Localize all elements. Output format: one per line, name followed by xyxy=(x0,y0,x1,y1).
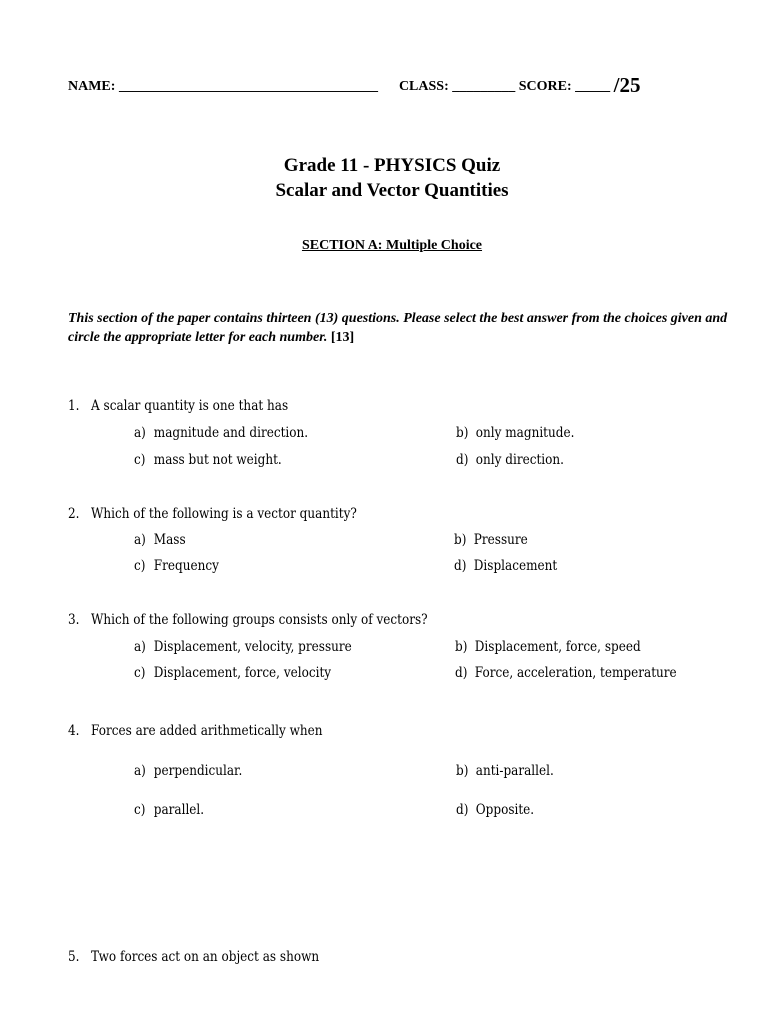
option-d[interactable] xyxy=(455,665,677,681)
question-text: Forces are added arithmetically when xyxy=(91,723,323,739)
name-blank: _____________________________________ xyxy=(118,79,378,94)
option-text: Pressure xyxy=(473,532,528,548)
option-letter: d) xyxy=(456,452,469,468)
question-text: Which of the following groups consists only of vectors? xyxy=(91,612,428,628)
option-b[interactable] xyxy=(456,425,574,441)
option-text: magnitude and direction. xyxy=(153,425,309,441)
option-text: only magnitude. xyxy=(475,425,575,441)
option-letter: a) xyxy=(134,425,146,441)
option-text: perpendicular. xyxy=(153,763,243,779)
option-text: mass but not weight. xyxy=(153,452,282,468)
score-total: /25 xyxy=(613,73,641,97)
option-a[interactable] xyxy=(134,639,352,655)
student-info-line xyxy=(68,71,728,96)
option-text: parallel. xyxy=(153,802,205,818)
option-letter: d) xyxy=(456,802,469,818)
option-b[interactable] xyxy=(454,532,528,548)
section-instructions xyxy=(68,309,728,347)
option-text: Opposite. xyxy=(475,802,535,818)
quiz-subtitle: Scalar and Vector Quantities xyxy=(275,180,509,201)
option-text: anti-parallel. xyxy=(475,763,554,779)
option-text: Displacement, velocity, pressure xyxy=(153,639,352,655)
option-letter: c) xyxy=(134,452,146,468)
question-text: Two forces act on an object as shown xyxy=(91,949,320,965)
option-letter: c) xyxy=(134,802,146,818)
score-blank: _____ xyxy=(575,79,611,94)
option-letter: a) xyxy=(134,763,146,779)
option-letter: c) xyxy=(134,558,146,574)
question-number: 2. xyxy=(68,506,80,522)
option-letter: b) xyxy=(454,532,467,548)
option-letter: c) xyxy=(134,665,146,681)
option-letter: b) xyxy=(456,763,469,779)
option-d[interactable] xyxy=(454,558,557,574)
question-number: 5. xyxy=(68,949,80,965)
section-heading: SECTION A: Multiple Choice xyxy=(301,238,483,253)
option-c[interactable] xyxy=(134,452,282,468)
section-marks: [13] xyxy=(330,330,355,345)
option-letter: b) xyxy=(456,425,469,441)
option-text: only direction. xyxy=(475,452,564,468)
option-a[interactable] xyxy=(134,425,308,441)
option-text: Mass xyxy=(153,532,186,548)
option-letter: b) xyxy=(455,639,468,655)
name-label: NAME: xyxy=(68,79,116,94)
option-text: Displacement xyxy=(473,558,558,574)
option-letter: d) xyxy=(455,665,468,681)
quiz-title: Grade 11 - PHYSICS Quiz xyxy=(283,155,501,176)
option-c[interactable] xyxy=(134,665,331,681)
question-text: Which of the following is a vector quantity? xyxy=(91,506,357,522)
option-a[interactable] xyxy=(134,763,242,779)
option-letter: a) xyxy=(134,532,146,548)
score-label: SCORE: xyxy=(518,79,572,94)
class-label: CLASS: xyxy=(398,79,449,94)
question-number: 3. xyxy=(68,612,80,628)
instructions-text: This section of the paper contains thirteen (13) questions. Please select the best answer from the choices given and circle the appropriate letter for each number. xyxy=(68,311,728,345)
option-d[interactable] xyxy=(456,452,564,468)
option-text: Force, acceleration, temperature xyxy=(474,665,677,681)
question-text: A scalar quantity is one that has xyxy=(91,398,289,414)
option-text: Frequency xyxy=(153,558,219,574)
option-d[interactable] xyxy=(456,802,534,818)
option-b[interactable] xyxy=(455,639,641,655)
option-text: Displacement, force, speed xyxy=(474,639,641,655)
option-c[interactable] xyxy=(134,802,204,818)
question-number: 4. xyxy=(68,723,80,739)
option-letter: d) xyxy=(454,558,467,574)
question-number: 1. xyxy=(68,398,80,414)
option-letter: a) xyxy=(134,639,146,655)
option-a[interactable] xyxy=(134,532,186,548)
class-blank: _________ xyxy=(452,79,516,94)
option-c[interactable] xyxy=(134,558,219,574)
option-text: Displacement, force, velocity xyxy=(153,665,332,681)
option-b[interactable] xyxy=(456,763,554,779)
